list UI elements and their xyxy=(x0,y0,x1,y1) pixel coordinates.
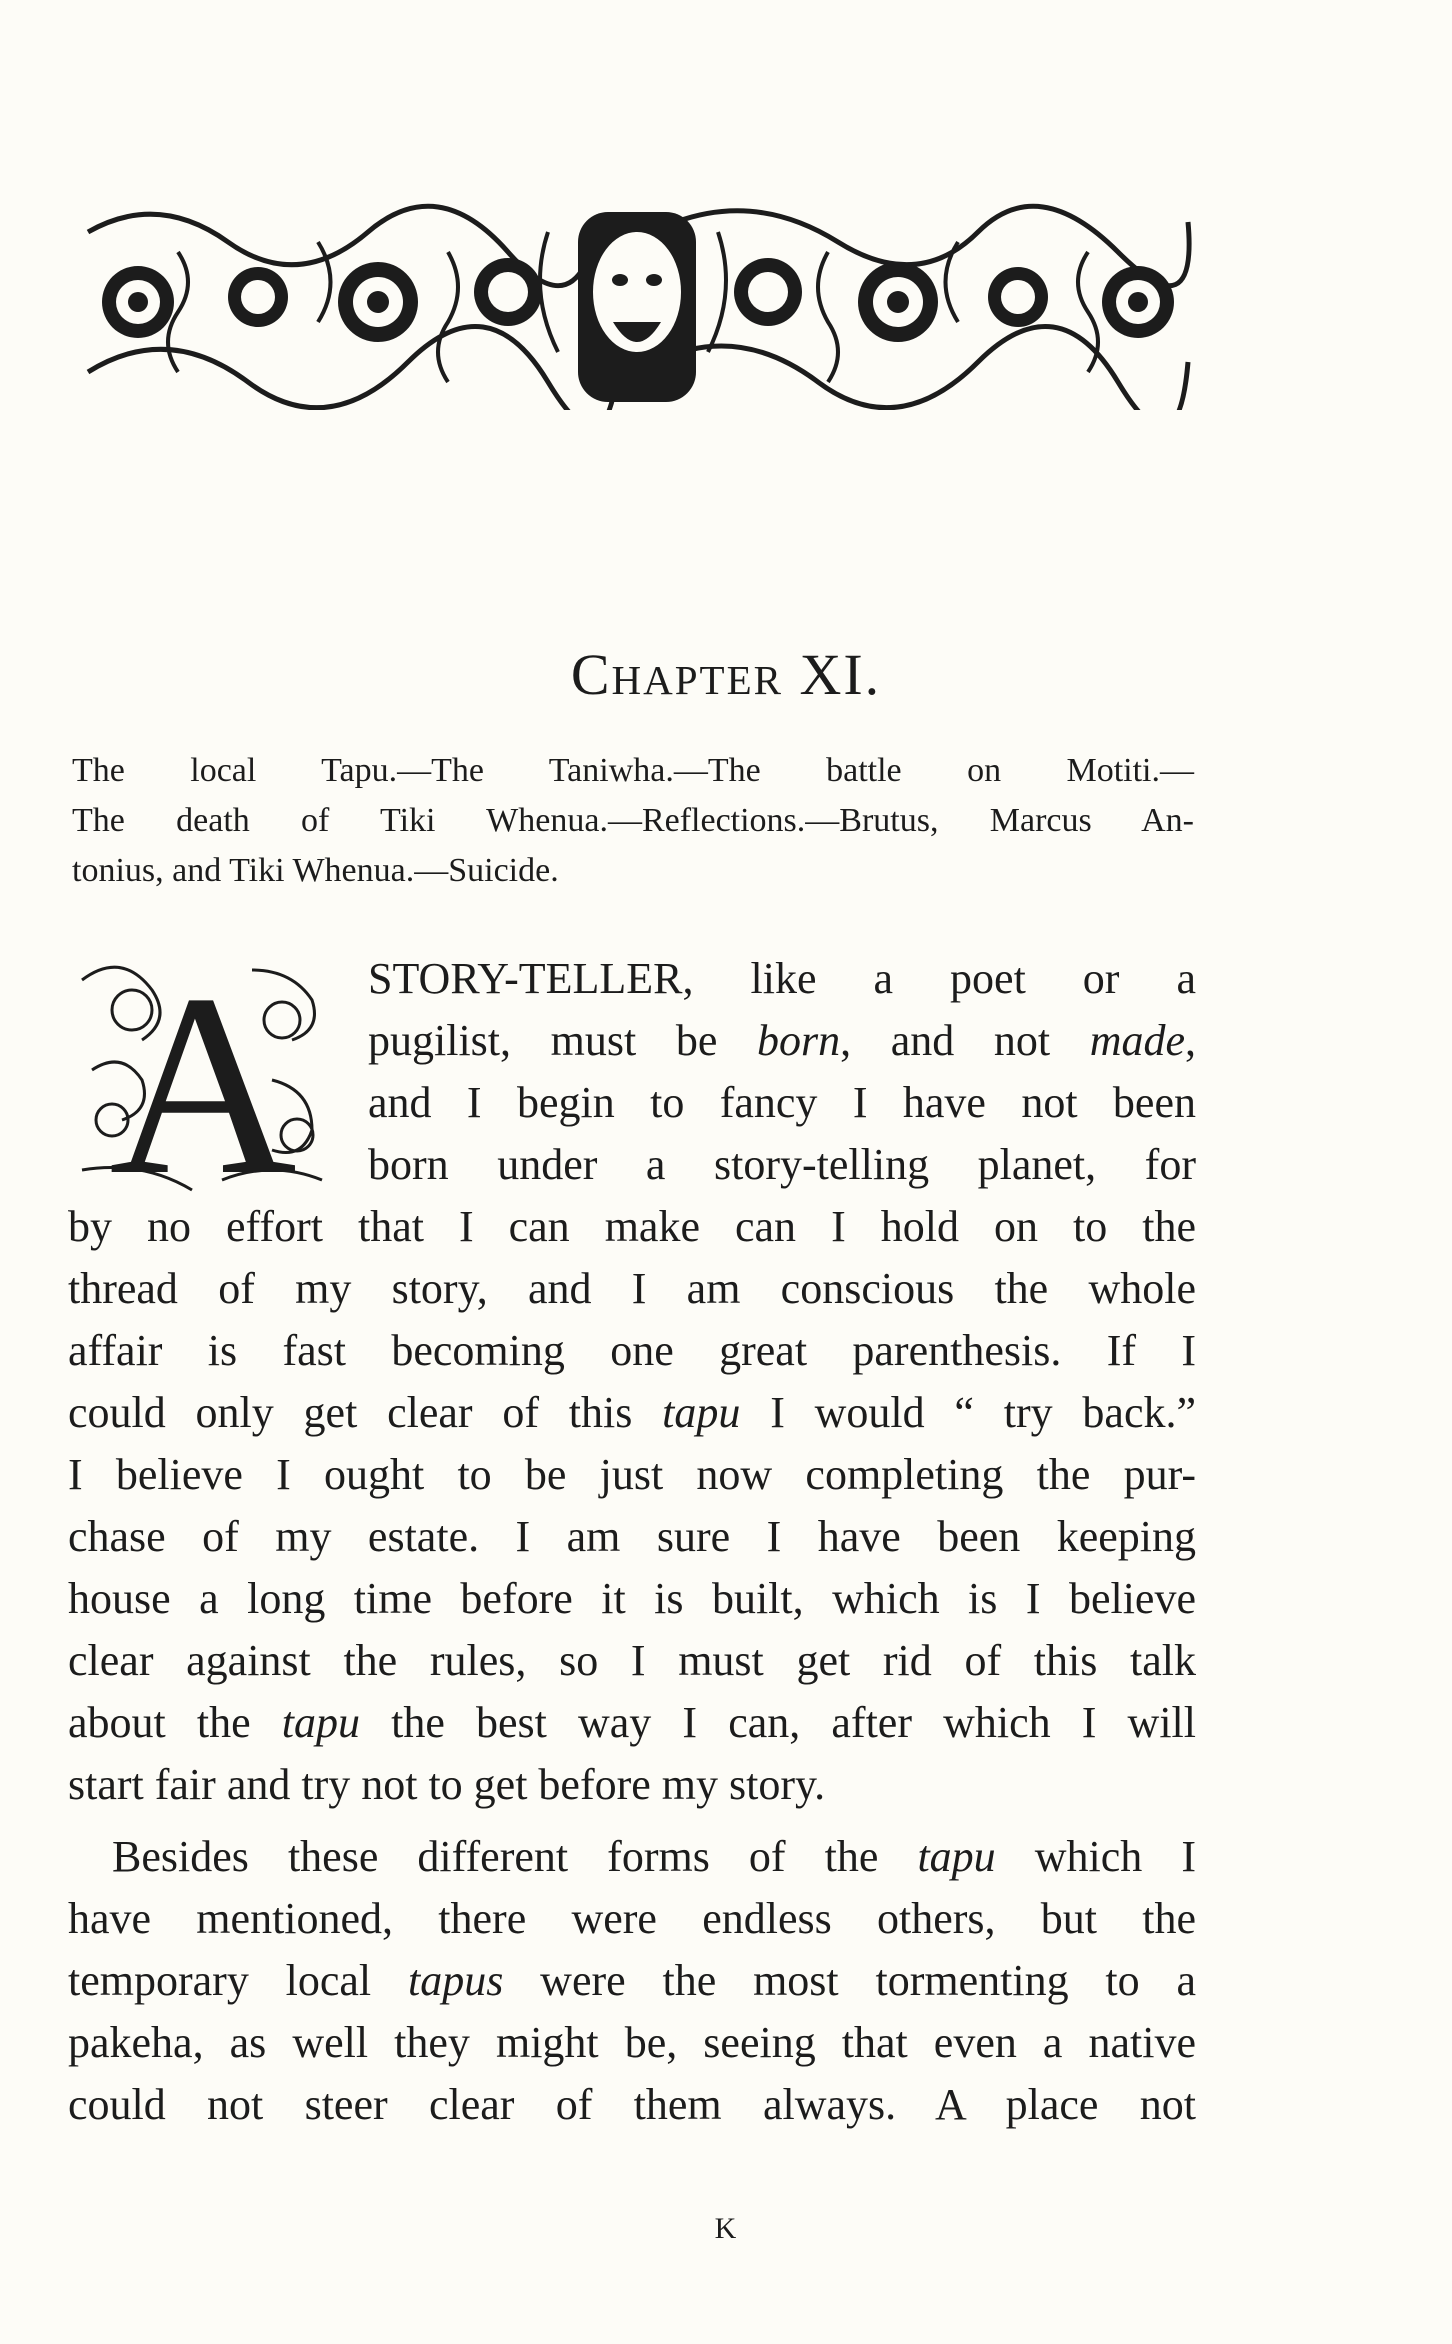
text-line: about the tapu the best way I can, after which I will xyxy=(68,1698,1196,1747)
text-line: I believe I ought to be just now completing the pur- xyxy=(68,1450,1196,1499)
drop-cap-letter: A xyxy=(109,950,297,1208)
text-line: STORY-TELLER, like a poet or a xyxy=(368,954,1196,1003)
text-line: chase of my estate. I am sure I have been keeping xyxy=(68,1512,1196,1561)
text-line: temporary local tapus were the most tormenting to a xyxy=(68,1956,1196,2005)
text-line: could only get clear of this tapu I would “ try back.” xyxy=(68,1388,1197,1437)
ornamental-headpiece xyxy=(78,192,1196,410)
synopsis-line: The death of Tiki Whenua.—Reflections.—Brutus, Marcus An- xyxy=(72,802,1194,839)
text-line: born under a story-telling planet, for xyxy=(368,1140,1196,1189)
text-line: pakeha, as well they might be, seeing that even a native xyxy=(68,2018,1196,2067)
paragraph-1 xyxy=(68,1196,1196,1816)
text-line: could not steer clear of them always. A place not xyxy=(68,2080,1196,2129)
synopsis-line: The local Tapu.—The Taniwha.—The battle on Motiti.— xyxy=(72,752,1194,789)
synopsis-line: tonius, and Tiki Whenua.—Suicide. xyxy=(72,852,559,889)
text-line: Besides these different forms of the tapu which I xyxy=(112,1832,1196,1881)
text-line: affair is fast becoming one great parenthesis. If I xyxy=(68,1326,1196,1375)
text-line: clear against the rules, so I must get rid of this talk xyxy=(68,1636,1196,1685)
chapter-title: Chapter XI. xyxy=(570,642,882,707)
text-line: pugilist, must be born, and not made, xyxy=(368,1016,1196,1065)
signature-mark: K xyxy=(714,2212,738,2245)
paragraph-2 xyxy=(68,1826,1196,2136)
chapter-synopsis xyxy=(72,746,1194,896)
text-line: start fair and try not to get before my story. xyxy=(68,1760,826,1809)
text-line: have mentioned, there were endless others, but the xyxy=(68,1894,1196,1943)
paragraph-1-indented xyxy=(68,948,1196,1196)
floral-vine-ornament xyxy=(78,192,1196,410)
text-line: thread of my story, and I am conscious the whole xyxy=(68,1264,1196,1313)
text-line: and I begin to fancy I have not been xyxy=(368,1078,1196,1127)
text-line: house a long time before it is built, which is I believe xyxy=(68,1574,1196,1623)
text-line: by no effort that I can make can I hold on to the xyxy=(68,1202,1196,1251)
